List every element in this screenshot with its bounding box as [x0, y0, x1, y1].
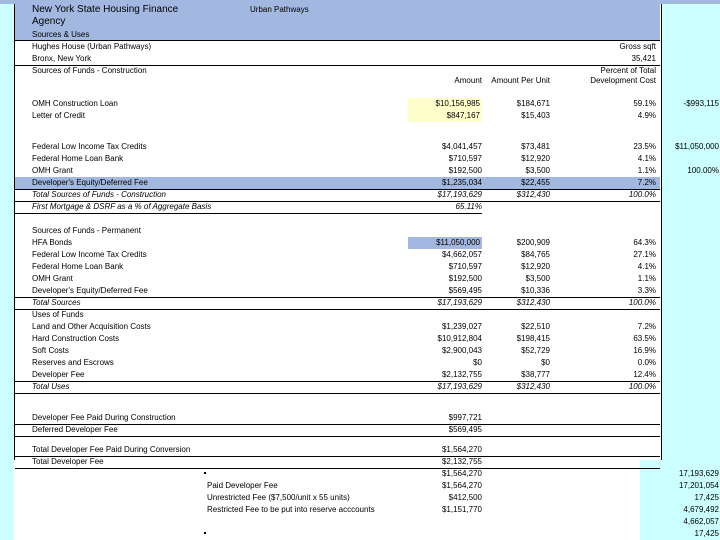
title: New York State Housing Finance	[32, 4, 179, 15]
row-amount: $1,235,034	[441, 178, 482, 187]
row-percent: 1.1%	[637, 166, 656, 175]
header-row	[15, 29, 660, 41]
table-row	[15, 381, 660, 394]
row-label: Land and Other Acquisition Costs	[32, 322, 151, 331]
row-amount: $192,500	[448, 166, 482, 175]
header-row	[15, 16, 660, 28]
row-percent: 23.5%	[633, 142, 656, 151]
table-row	[15, 357, 660, 369]
row-extra: 100.00%	[687, 166, 719, 175]
table-row	[15, 492, 719, 504]
row-extra: 17,425	[694, 529, 719, 538]
row-extra: 17,425	[694, 493, 719, 502]
row-per-unit: $312,430	[516, 190, 550, 199]
row-percent: 100.0%	[628, 298, 656, 307]
section-title-row	[15, 225, 660, 237]
row-extra: -$993,115	[683, 99, 719, 108]
row-percent: 1.1%	[637, 274, 656, 283]
row-label: First Mortgage & DSRF as a % of Aggregate Basis	[32, 202, 212, 211]
row-label: Federal Low Income Tax Credits	[32, 142, 147, 151]
project-row	[15, 41, 660, 53]
row-label: Developer's Equity/Deferred Fee	[32, 286, 148, 295]
row-per-unit: $312,430	[516, 298, 550, 307]
row-amount: $710,597	[448, 262, 482, 271]
bullet-mark	[204, 532, 206, 534]
row-label: Total Developer Fee Paid During Conversion	[32, 445, 191, 454]
row-amount: $412,500	[448, 493, 482, 502]
pct-header: Development Cost	[590, 76, 656, 85]
row-label: HFA Bonds	[32, 238, 73, 247]
row-per-unit: $15,403	[521, 111, 550, 120]
row-per-unit: $312,430	[516, 382, 550, 391]
table-row	[15, 480, 719, 492]
row-percent: 27.1%	[633, 250, 656, 259]
table-row	[15, 528, 719, 540]
row-extra: 17,193,629	[678, 469, 719, 478]
table-row	[15, 424, 660, 437]
row-amount: $17,193,629	[437, 382, 482, 391]
bullet-mark	[204, 472, 206, 474]
row-label: Hard Construction Costs	[32, 334, 120, 343]
row-amount: $2,132,755	[441, 457, 482, 466]
row-label: Reserves and Escrows	[32, 358, 114, 367]
row-amount: $2,132,755	[441, 370, 482, 379]
gross-sqft: 35,421	[631, 54, 656, 63]
row-label: Developer Fee	[32, 370, 85, 379]
row-per-unit: $184,671	[516, 99, 550, 108]
table-row	[15, 98, 719, 110]
row-amount: $192,500	[448, 274, 482, 283]
row-percent: 3.3%	[637, 286, 656, 295]
row-amount: $569,495	[448, 286, 482, 295]
table-row	[15, 237, 660, 249]
section-title: Sources of Funds - Construction	[32, 66, 147, 75]
row-amount: $710,597	[448, 154, 482, 163]
row-label: Deferred Developer Fee	[32, 425, 118, 434]
row-label: Federal Low Income Tax Credits	[32, 250, 147, 259]
table-row	[15, 165, 719, 177]
row-amount: $2,900,043	[441, 346, 482, 355]
title-line2: Agency	[32, 16, 66, 27]
row-percent: 7.2%	[637, 322, 656, 331]
table-row	[15, 345, 660, 357]
table-row	[15, 153, 660, 165]
project-tag: Urban Pathways	[250, 5, 309, 14]
row-percent: 64.3%	[633, 238, 656, 247]
amount-header: Amount	[454, 76, 482, 85]
row-per-unit: $84,765	[521, 250, 550, 259]
gross-sqft-label: Gross sqft	[619, 42, 656, 51]
row-per-unit: $198,415	[516, 334, 550, 343]
row-percent: 4.1%	[637, 154, 656, 163]
row-per-unit: $22,510	[521, 322, 550, 331]
row-amount: $1,564,270	[441, 481, 482, 490]
row-extra: 4,662,057	[683, 517, 719, 526]
row-per-unit: $3,500	[525, 274, 550, 283]
row-amount: $10,156,985	[408, 98, 482, 110]
row-label: Total Sources of Funds - Construction	[32, 190, 166, 199]
table-row	[15, 110, 660, 122]
table-row	[15, 141, 719, 153]
row-label: Letter of Credit	[32, 111, 85, 120]
row-amount: $1,564,270	[441, 469, 482, 478]
row-label: Unrestricted Fee ($7,500/unit x 55 units)	[207, 493, 350, 502]
row-per-unit: $12,920	[521, 154, 550, 163]
row-percent: 100.0%	[628, 382, 656, 391]
project-name: Hughes House (Urban Pathways)	[32, 42, 152, 51]
table-row	[15, 516, 719, 528]
row-amount: 65.11%	[455, 202, 482, 211]
project-location: Bronx, New York	[32, 54, 92, 63]
row-label: OMH Grant	[32, 166, 73, 175]
row-extra: 4,679,492	[683, 505, 719, 514]
table-row	[15, 201, 660, 213]
section-title-row	[15, 309, 660, 321]
pct-header: Percent of Total	[600, 66, 656, 75]
row-extra: 17,201,054	[678, 481, 719, 490]
row-label: Federal Home Loan Bank	[32, 262, 124, 271]
row-label: Total Uses	[32, 382, 70, 391]
row-percent: 7.2%	[637, 178, 656, 187]
table-row	[15, 273, 660, 285]
row-label: Federal Home Loan Bank	[32, 154, 124, 163]
row-label: Paid Developer Fee	[207, 481, 278, 490]
subtitle: Sources & Uses	[32, 30, 90, 39]
row-amount: $11,050,000	[408, 237, 482, 249]
row-label: Total Sources	[32, 298, 81, 307]
per-unit-header: Amount Per Unit	[491, 76, 550, 85]
table-row	[15, 261, 660, 273]
row-amount: $997,721	[448, 413, 482, 422]
row-amount: $10,912,804	[437, 334, 482, 343]
row-percent: 100.0%	[628, 190, 656, 199]
row-percent: 63.5%	[633, 334, 656, 343]
row-amount: $4,041,457	[441, 142, 482, 151]
row-label: Developer Fee Paid During Construction	[32, 413, 176, 422]
table-row	[15, 468, 719, 480]
row-amount: $17,193,629	[437, 190, 482, 199]
row-amount: $17,193,629	[437, 298, 482, 307]
row-percent: 59.1%	[633, 99, 656, 108]
row-amount: $569,495	[448, 425, 482, 434]
section-title: Uses of Funds	[32, 310, 84, 319]
row-percent: 4.9%	[637, 111, 656, 120]
row-amount: $1,239,027	[441, 322, 482, 331]
row-percent: 4.1%	[637, 262, 656, 271]
row-amount: $4,662,057	[441, 250, 482, 259]
row-amount: $847,167	[408, 110, 482, 122]
table-row	[15, 504, 719, 516]
row-amount: $1,151,770	[441, 505, 482, 514]
table-row	[15, 249, 660, 261]
table-row	[15, 321, 660, 333]
section-title: Sources of Funds - Permanent	[32, 226, 141, 235]
row-per-unit: $38,777	[521, 370, 550, 379]
row-per-unit: $52,729	[521, 346, 550, 355]
row-per-unit: $200,909	[516, 238, 550, 247]
row-amount: $1,564,270	[441, 445, 482, 454]
row-per-unit: $22,455	[521, 178, 550, 187]
row-per-unit: $73,481	[521, 142, 550, 151]
row-label: OMH Grant	[32, 274, 73, 283]
row-percent: 0.0%	[637, 358, 656, 367]
row-label: OMH Construction Loan	[32, 99, 118, 108]
row-per-unit: $10,336	[521, 286, 550, 295]
row-extra: $11,050,000	[675, 142, 719, 151]
row-label: Developer's Equity/Deferred Fee	[32, 178, 148, 187]
table-row	[15, 333, 660, 345]
row-per-unit: $12,920	[521, 262, 550, 271]
row-per-unit: $0	[541, 358, 550, 367]
column-header-row	[15, 75, 660, 87]
row-percent: 12.4%	[633, 370, 656, 379]
row-label: Total Developer Fee	[32, 457, 104, 466]
row-label: Soft Costs	[32, 346, 69, 355]
header-row	[15, 4, 660, 16]
row-per-unit: $3,500	[525, 166, 550, 175]
row-percent: 16.9%	[633, 346, 656, 355]
row-amount: $0	[473, 358, 482, 367]
row-label: Restricted Fee to be put into reserve acccounts	[207, 505, 375, 514]
